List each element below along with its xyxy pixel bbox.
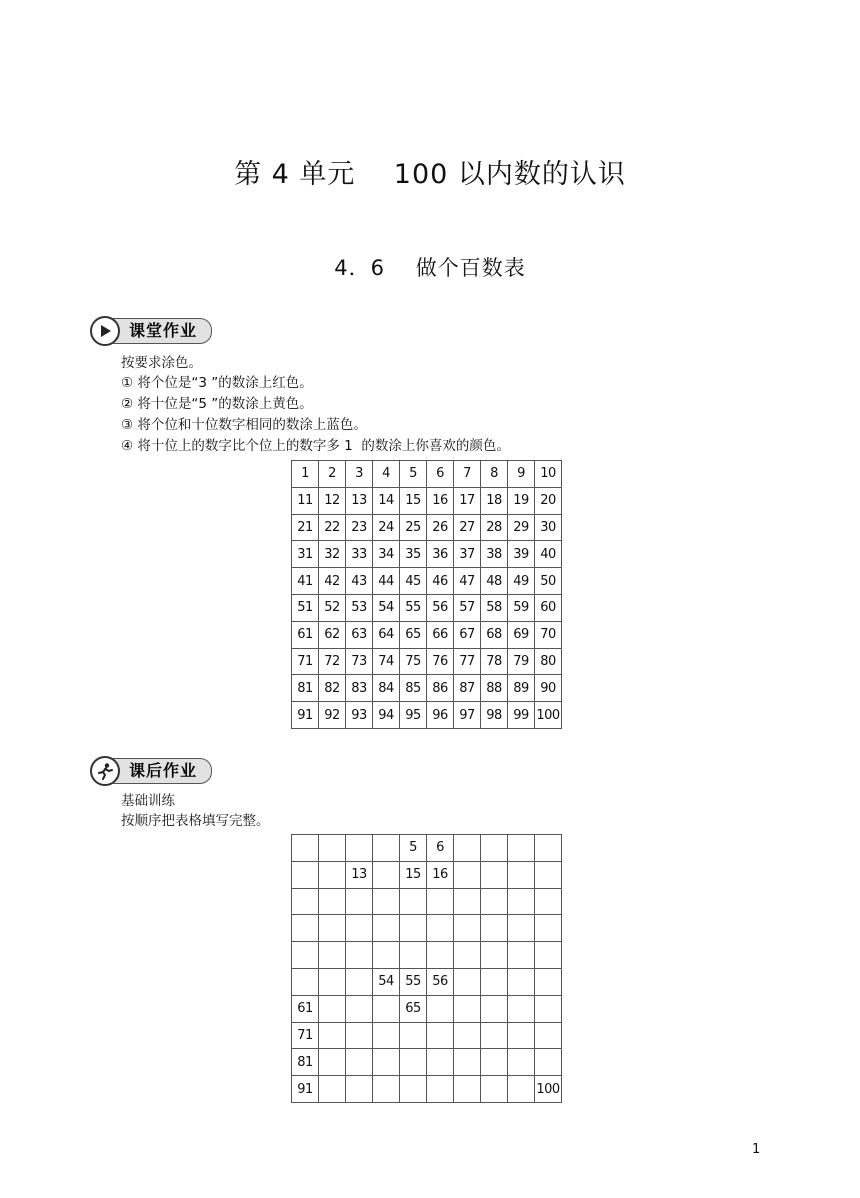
blank-cell[interactable] <box>319 915 346 942</box>
grid-row <box>292 541 562 568</box>
number-cell: 31 <box>292 541 319 568</box>
task-item: ① 将个位是“3 ”的数涂上红色。 <box>121 375 313 391</box>
classwork-intro: 按要求涂色。 <box>121 355 202 371</box>
blank-cell[interactable] <box>319 995 346 1022</box>
number-cell: 35 <box>400 541 427 568</box>
number-cell: 18 <box>481 487 508 514</box>
blank-cell[interactable] <box>319 1076 346 1103</box>
grid-row <box>292 648 562 675</box>
number-cell: 32 <box>319 541 346 568</box>
blank-cell[interactable] <box>481 915 508 942</box>
blank-cell[interactable] <box>427 1022 454 1049</box>
blank-cell[interactable] <box>454 995 481 1022</box>
blank-cell[interactable] <box>319 861 346 888</box>
blank-cell[interactable] <box>508 995 535 1022</box>
number-cell: 91 <box>292 702 319 729</box>
number-cell: 100 <box>535 1076 562 1103</box>
number-cell: 68 <box>481 621 508 648</box>
blank-cell[interactable] <box>454 835 481 862</box>
blank-cell[interactable] <box>454 1076 481 1103</box>
blank-cell[interactable] <box>319 835 346 862</box>
grid-row <box>292 487 562 514</box>
blank-cell[interactable] <box>373 835 400 862</box>
blank-cell[interactable] <box>481 861 508 888</box>
number-cell: 98 <box>481 702 508 729</box>
task-item: ④ 将十位上的数字比个位上的数字多 1 的数涂上你喜欢的颜色。 <box>121 438 510 454</box>
grid-row <box>292 995 562 1022</box>
number-cell: 11 <box>292 487 319 514</box>
lesson-subtitle: 4．6 做个百数表 <box>334 256 526 280</box>
number-cell: 43 <box>346 568 373 595</box>
number-cell: 73 <box>346 648 373 675</box>
number-cell: 94 <box>373 702 400 729</box>
blank-cell[interactable] <box>535 995 562 1022</box>
number-cell: 26 <box>427 514 454 541</box>
number-cell: 61 <box>292 995 319 1022</box>
blank-cell[interactable] <box>373 995 400 1022</box>
grid-row <box>292 675 562 702</box>
blank-cell[interactable] <box>481 888 508 915</box>
page-number: 1 <box>752 1142 761 1157</box>
blank-cell[interactable] <box>292 942 319 969</box>
blank-cell[interactable] <box>373 861 400 888</box>
number-cell: 17 <box>454 487 481 514</box>
grid-row <box>292 942 562 969</box>
blank-cell[interactable] <box>373 1022 400 1049</box>
grid-row <box>292 888 562 915</box>
number-cell: 56 <box>427 594 454 621</box>
blank-cell[interactable] <box>292 861 319 888</box>
blank-cell[interactable] <box>292 968 319 995</box>
blank-cell[interactable] <box>454 861 481 888</box>
grid-row <box>292 594 562 621</box>
number-cell: 72 <box>319 648 346 675</box>
blank-cell[interactable] <box>454 915 481 942</box>
blank-cell[interactable] <box>508 1076 535 1103</box>
grid-row <box>292 621 562 648</box>
blank-cell[interactable] <box>373 888 400 915</box>
number-cell: 7 <box>454 461 481 488</box>
number-cell: 61 <box>292 621 319 648</box>
number-cell: 66 <box>427 621 454 648</box>
number-cell: 48 <box>481 568 508 595</box>
number-cell: 52 <box>319 594 346 621</box>
number-cell: 4 <box>373 461 400 488</box>
runner-icon <box>90 756 120 786</box>
classwork-badge-label: 课堂作业 <box>110 318 212 344</box>
number-cell: 15 <box>400 861 427 888</box>
number-cell: 33 <box>346 541 373 568</box>
number-cell: 27 <box>454 514 481 541</box>
blank-cell[interactable] <box>373 942 400 969</box>
number-cell: 54 <box>373 594 400 621</box>
number-cell: 60 <box>535 594 562 621</box>
blank-cell[interactable] <box>319 1049 346 1076</box>
number-cell: 42 <box>319 568 346 595</box>
blank-cell[interactable] <box>319 888 346 915</box>
number-cell: 20 <box>535 487 562 514</box>
number-cell: 79 <box>508 648 535 675</box>
number-cell: 67 <box>454 621 481 648</box>
grid-row <box>292 514 562 541</box>
number-cell: 5 <box>400 835 427 862</box>
blank-cell[interactable] <box>508 835 535 862</box>
number-cell: 40 <box>535 541 562 568</box>
number-cell: 41 <box>292 568 319 595</box>
blank-cell[interactable] <box>481 968 508 995</box>
blank-cell[interactable] <box>427 888 454 915</box>
blank-cell[interactable] <box>427 942 454 969</box>
number-cell: 45 <box>400 568 427 595</box>
blank-cell[interactable] <box>481 1022 508 1049</box>
blank-cell[interactable] <box>292 915 319 942</box>
number-cell: 54 <box>373 968 400 995</box>
blank-cell[interactable] <box>400 1049 427 1076</box>
blank-cell[interactable] <box>508 1022 535 1049</box>
blank-cell[interactable] <box>535 1022 562 1049</box>
number-cell: 28 <box>481 514 508 541</box>
number-cell: 81 <box>292 1049 319 1076</box>
blank-cell[interactable] <box>373 1049 400 1076</box>
number-cell: 13 <box>346 487 373 514</box>
number-cell: 39 <box>508 541 535 568</box>
blank-cell[interactable] <box>481 942 508 969</box>
number-cell: 13 <box>346 861 373 888</box>
blank-cell[interactable] <box>535 942 562 969</box>
number-cell: 34 <box>373 541 400 568</box>
number-cell: 64 <box>373 621 400 648</box>
blank-cell[interactable] <box>346 915 373 942</box>
page-title: 第 4 单元 100 以内数的认识 <box>234 159 626 190</box>
blank-cell[interactable] <box>508 888 535 915</box>
number-cell: 16 <box>427 487 454 514</box>
number-cell: 38 <box>481 541 508 568</box>
grid-row <box>292 461 562 488</box>
number-cell: 1 <box>292 461 319 488</box>
blank-cell[interactable] <box>454 1049 481 1076</box>
blank-cell[interactable] <box>481 995 508 1022</box>
number-cell: 55 <box>400 594 427 621</box>
task-item: ③ 将个位和十位数字相同的数涂上蓝色。 <box>121 417 367 433</box>
number-cell: 65 <box>400 621 427 648</box>
number-cell: 6 <box>427 835 454 862</box>
blank-cell[interactable] <box>535 915 562 942</box>
number-cell: 97 <box>454 702 481 729</box>
number-cell: 90 <box>535 675 562 702</box>
blank-cell[interactable] <box>481 835 508 862</box>
number-cell: 29 <box>508 514 535 541</box>
blank-cell[interactable] <box>319 1022 346 1049</box>
number-cell: 58 <box>481 594 508 621</box>
number-cell: 88 <box>481 675 508 702</box>
blank-cell[interactable] <box>400 1022 427 1049</box>
blank-cell[interactable] <box>535 861 562 888</box>
number-cell: 14 <box>373 487 400 514</box>
number-cell: 55 <box>400 968 427 995</box>
number-cell: 71 <box>292 648 319 675</box>
number-cell: 51 <box>292 594 319 621</box>
number-cell: 74 <box>373 648 400 675</box>
blank-cell[interactable] <box>319 968 346 995</box>
number-cell: 69 <box>508 621 535 648</box>
number-cell: 77 <box>454 648 481 675</box>
blank-cell[interactable] <box>427 1076 454 1103</box>
blank-cell[interactable] <box>454 888 481 915</box>
blank-cell[interactable] <box>427 1049 454 1076</box>
blank-cell[interactable] <box>427 915 454 942</box>
blank-cell[interactable] <box>319 942 346 969</box>
blank-cell[interactable] <box>292 835 319 862</box>
blank-cell[interactable] <box>292 888 319 915</box>
number-cell: 22 <box>319 514 346 541</box>
blank-cell[interactable] <box>346 1049 373 1076</box>
number-cell: 95 <box>400 702 427 729</box>
number-cell: 57 <box>454 594 481 621</box>
blank-cell[interactable] <box>427 995 454 1022</box>
play-icon <box>90 316 120 346</box>
grid-row <box>292 861 562 888</box>
task-item: ② 将十位是“5 ”的数涂上黄色。 <box>121 396 313 412</box>
number-cell: 65 <box>400 995 427 1022</box>
blank-cell[interactable] <box>535 835 562 862</box>
number-cell: 24 <box>373 514 400 541</box>
blank-cell[interactable] <box>454 1022 481 1049</box>
number-cell: 15 <box>400 487 427 514</box>
number-cell: 49 <box>508 568 535 595</box>
number-cell: 37 <box>454 541 481 568</box>
homework-instruction: 按顺序把表格填写完整。 <box>121 813 270 829</box>
number-cell: 5 <box>400 461 427 488</box>
number-cell: 2 <box>319 461 346 488</box>
blank-cell[interactable] <box>481 1076 508 1103</box>
grid-row <box>292 968 562 995</box>
blank-cell[interactable] <box>508 861 535 888</box>
grid-row <box>292 1049 562 1076</box>
number-cell: 53 <box>346 594 373 621</box>
number-cell: 93 <box>346 702 373 729</box>
number-cell: 30 <box>535 514 562 541</box>
number-cell: 46 <box>427 568 454 595</box>
number-cell: 82 <box>319 675 346 702</box>
blank-cell[interactable] <box>346 968 373 995</box>
blank-cell[interactable] <box>346 1022 373 1049</box>
number-cell: 19 <box>508 487 535 514</box>
section-heading: 基础训练 <box>121 793 175 809</box>
number-cell: 99 <box>508 702 535 729</box>
fill-in-chart <box>291 834 562 1103</box>
blank-cell[interactable] <box>346 888 373 915</box>
number-cell: 86 <box>427 675 454 702</box>
number-cell: 75 <box>400 648 427 675</box>
grid-row <box>292 915 562 942</box>
blank-cell[interactable] <box>400 1076 427 1103</box>
number-cell: 83 <box>346 675 373 702</box>
number-cell: 81 <box>292 675 319 702</box>
number-cell: 44 <box>373 568 400 595</box>
grid-row <box>292 568 562 595</box>
number-cell: 36 <box>427 541 454 568</box>
blank-cell[interactable] <box>373 1076 400 1103</box>
number-cell: 12 <box>319 487 346 514</box>
blank-cell[interactable] <box>400 888 427 915</box>
number-cell: 89 <box>508 675 535 702</box>
grid-row <box>292 702 562 729</box>
blank-cell[interactable] <box>508 1049 535 1076</box>
number-cell: 71 <box>292 1022 319 1049</box>
number-cell: 84 <box>373 675 400 702</box>
number-cell: 91 <box>292 1076 319 1103</box>
grid-row <box>292 1022 562 1049</box>
blank-cell[interactable] <box>400 942 427 969</box>
number-cell: 21 <box>292 514 319 541</box>
blank-cell[interactable] <box>508 915 535 942</box>
grid-row <box>292 1076 562 1103</box>
blank-cell[interactable] <box>535 1049 562 1076</box>
number-cell: 25 <box>400 514 427 541</box>
homework-badge <box>90 756 212 786</box>
number-cell: 92 <box>319 702 346 729</box>
blank-cell[interactable] <box>508 968 535 995</box>
number-cell: 8 <box>481 461 508 488</box>
number-cell: 78 <box>481 648 508 675</box>
number-cell: 87 <box>454 675 481 702</box>
grid-row <box>292 835 562 862</box>
blank-cell[interactable] <box>346 1076 373 1103</box>
number-cell: 59 <box>508 594 535 621</box>
number-cell: 70 <box>535 621 562 648</box>
blank-cell[interactable] <box>535 888 562 915</box>
blank-cell[interactable] <box>346 995 373 1022</box>
hundred-chart <box>291 460 562 729</box>
blank-cell[interactable] <box>454 942 481 969</box>
blank-cell[interactable] <box>346 835 373 862</box>
number-cell: 85 <box>400 675 427 702</box>
number-cell: 56 <box>427 968 454 995</box>
blank-cell[interactable] <box>535 968 562 995</box>
number-cell: 47 <box>454 568 481 595</box>
number-cell: 6 <box>427 461 454 488</box>
blank-cell[interactable] <box>454 968 481 995</box>
blank-cell[interactable] <box>373 915 400 942</box>
number-cell: 23 <box>346 514 373 541</box>
number-cell: 3 <box>346 461 373 488</box>
classwork-badge <box>90 316 212 346</box>
homework-badge-label: 课后作业 <box>110 758 212 784</box>
number-cell: 63 <box>346 621 373 648</box>
blank-cell[interactable] <box>346 942 373 969</box>
number-cell: 100 <box>535 702 562 729</box>
number-cell: 80 <box>535 648 562 675</box>
blank-cell[interactable] <box>400 915 427 942</box>
number-cell: 10 <box>535 461 562 488</box>
number-cell: 50 <box>535 568 562 595</box>
number-cell: 76 <box>427 648 454 675</box>
blank-cell[interactable] <box>481 1049 508 1076</box>
number-cell: 96 <box>427 702 454 729</box>
number-cell: 16 <box>427 861 454 888</box>
number-cell: 62 <box>319 621 346 648</box>
number-cell: 9 <box>508 461 535 488</box>
blank-cell[interactable] <box>508 942 535 969</box>
